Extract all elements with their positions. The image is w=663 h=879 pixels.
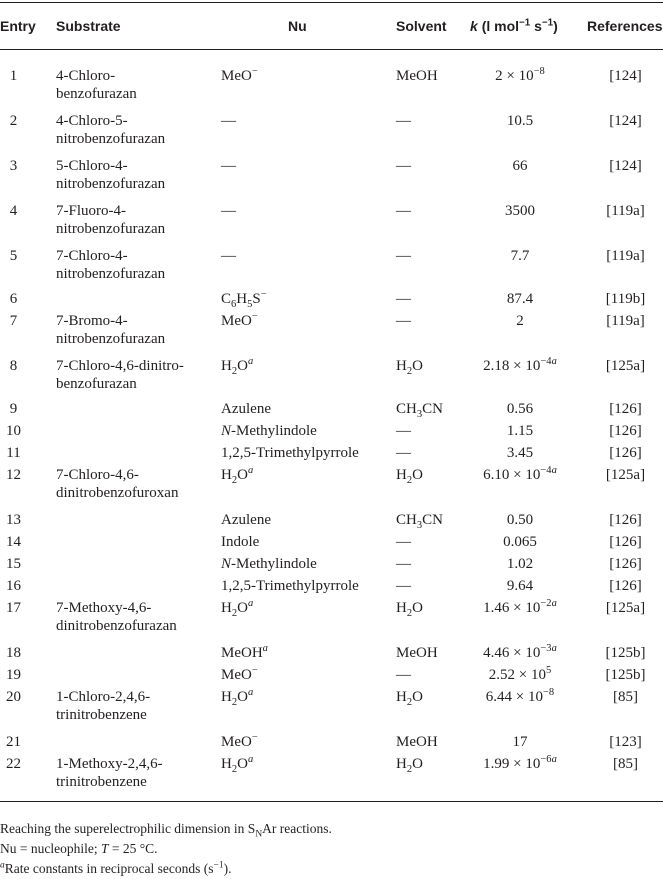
solvent-h: H [396, 467, 407, 483]
footnote-conditions [0, 840, 158, 858]
substrate-line-1: 1-Chloro-2,4,6- [56, 689, 151, 705]
solvent-o: O [412, 756, 423, 772]
nucleophile-o: O [237, 600, 248, 616]
substrate-line-2: trinitrobenzene [56, 707, 147, 723]
nucleophile-charge: − [251, 66, 258, 77]
entry-cell: 10 [6, 423, 21, 439]
rate-constant-cell [455, 357, 585, 375]
rate-constant-cell [455, 466, 585, 484]
header-k [470, 18, 558, 34]
reference-cell: [119a] [606, 248, 645, 264]
rate-footnote-mark: a [551, 465, 557, 476]
nucleophile-n: N [221, 423, 232, 439]
nucleophile-h: H [221, 689, 232, 705]
reference-cell: [123] [609, 734, 642, 750]
nucleophile-text: MeO [221, 667, 252, 683]
solvent-cell: — [396, 423, 411, 439]
footnote-caption-text-end: Ar reactions. [262, 821, 332, 836]
reference-cell: [126] [609, 556, 642, 572]
solvent-cell: — [396, 534, 411, 550]
nucleophile-s: S [252, 291, 261, 307]
nucleophile-cell [221, 644, 268, 662]
substrate-line-2: nitrobenzofurazan [56, 221, 166, 237]
solvent-sub: 2 [406, 366, 413, 377]
entry-cell: 8 [9, 358, 18, 374]
nucleophile-h: H [221, 600, 232, 616]
solvent-h: H [396, 600, 407, 616]
substrate-line-1: 7-Chloro-4,6- [56, 467, 139, 483]
rate-exponent-value: −8 [533, 66, 545, 77]
footnote-caption-text: Reaching the superelectrophilic dimension in S [0, 821, 256, 836]
solvent-sub: 2 [406, 764, 413, 775]
reference-cell: [126] [609, 578, 642, 594]
substrate-cell [56, 112, 216, 148]
entry-cell: 1 [9, 68, 18, 84]
header-entry: Entry [0, 18, 36, 34]
solvent-cell: — [396, 445, 411, 461]
reference-cell: [119a] [606, 203, 645, 219]
substrate-cell [56, 202, 216, 238]
entry-cell: 5 [9, 248, 18, 264]
nucleophile-sub: 2 [231, 697, 238, 708]
rate-constant-cell [455, 599, 585, 617]
solvent-cell: MeOH [396, 68, 438, 84]
nucleophile-sub: 2 [231, 764, 238, 775]
nucleophile-cell [221, 733, 258, 751]
nucleophile-h: H [221, 358, 232, 374]
rate-footnote-mark: a [551, 643, 557, 654]
rate-mantissa: 6.10 × 10 [483, 467, 541, 483]
nucleophile-sub: 2 [231, 475, 238, 486]
solvent-cell: — [396, 203, 411, 219]
rate-constant-cell [455, 688, 585, 706]
solvent-cell: MeOH [396, 734, 438, 750]
substrate-line-1: 4-Chloro- [56, 68, 116, 84]
header-bottom-rule [0, 49, 663, 50]
reference-cell: [119b] [605, 291, 646, 307]
substrate-line-2: benzofurazan [56, 376, 137, 392]
nucleophile-footnote-mark: a [262, 643, 268, 654]
solvent-o: O [412, 600, 423, 616]
header-k-exp1: −1 [519, 17, 531, 29]
nucleophile-text: MeOH [221, 645, 263, 661]
nucleophile-o: O [237, 689, 248, 705]
solvent-cell: — [396, 556, 411, 572]
nucleophile-cell [221, 666, 258, 684]
solvent-cell: — [396, 291, 411, 307]
solvent-cell [396, 755, 423, 773]
reference-cell: [124] [609, 158, 642, 174]
rate-exponent-value: −2 [540, 598, 552, 609]
entry-cell: 9 [9, 401, 18, 417]
rate-exponent-value: −4 [540, 465, 552, 476]
reference-cell: [125b] [605, 667, 646, 683]
reference-cell: [124] [609, 113, 642, 129]
entry-cell: 6 [9, 291, 18, 307]
solvent-ch: CH [396, 401, 417, 417]
nucleophile-cell: Azulene [221, 401, 271, 417]
nucleophile-cell [221, 755, 253, 773]
substrate-line-1: 7-Chloro-4- [56, 248, 128, 264]
solvent-cell [396, 599, 423, 617]
nucleophile-n: N [221, 556, 232, 572]
nucleophile-footnote-mark: a [247, 598, 254, 609]
nucleophile-charge: − [251, 732, 258, 743]
substrate-cell [56, 157, 216, 193]
nucleophile-cell: Azulene [221, 512, 271, 528]
nucleophile-rest: -Methylindole [231, 556, 317, 572]
solvent-h: H [396, 756, 407, 772]
rate-exponent-value: −3 [540, 643, 552, 654]
rate-constant-cell: 9.64 [506, 578, 534, 594]
solvent-cell: MeOH [396, 645, 438, 661]
substrate-line-2: nitrobenzofurazan [56, 331, 166, 347]
reference-cell: [119a] [606, 313, 645, 329]
solvent-cell: — [396, 313, 411, 329]
substrate-line-2: dinitrobenzofuroxan [56, 485, 179, 501]
nucleophile-footnote-mark: a [247, 465, 254, 476]
solvent-o: O [412, 358, 423, 374]
solvent-sub: 3 [416, 520, 423, 531]
rate-exponent-value: −8 [543, 687, 555, 698]
solvent-cell [396, 357, 423, 375]
nucleophile-cell [221, 555, 317, 573]
nucleophile-cell [221, 466, 253, 484]
rate-constant-cell: 7.7 [510, 248, 530, 264]
nucleophile-h: H [236, 291, 248, 307]
nucleophile-cell: — [221, 248, 236, 264]
substrate-line-1: 7-Bromo-4- [56, 313, 128, 329]
header-nu: Nu [288, 18, 307, 34]
footnote-a [0, 860, 231, 878]
nucleophile-footnote-mark: a [247, 754, 254, 765]
rate-constant-cell: 3.45 [506, 445, 534, 461]
solvent-cell [396, 688, 423, 706]
nucleophile-cell: 1,2,5-Trimethylpyrrole [221, 578, 359, 594]
rate-footnote-mark: a [551, 754, 557, 765]
solvent-o: O [412, 689, 423, 705]
footnote-caption-sub: N [255, 829, 263, 840]
rate-constant-cell: 1.02 [506, 556, 534, 572]
rate-constant-cell: 87.4 [506, 291, 534, 307]
entry-cell: 4 [9, 203, 18, 219]
nucleophile-sub-6: 6 [231, 299, 237, 310]
footnote-a-exp: −1 [213, 860, 224, 871]
substrate-cell [56, 688, 216, 724]
nucleophile-o: O [237, 358, 248, 374]
rate-exponent [540, 598, 556, 609]
solvent-sub: 2 [406, 475, 413, 486]
entry-cell: 20 [6, 689, 21, 705]
table-top-rule [0, 2, 663, 3]
footnote-caption [0, 820, 332, 838]
nucleophile-text: MeO [221, 734, 252, 750]
nucleophile-c: C [221, 291, 232, 307]
reference-cell: [126] [609, 401, 642, 417]
nucleophile-cell: 1,2,5-Trimethylpyrrole [221, 445, 359, 461]
entry-cell: 19 [6, 667, 21, 683]
solvent-cell: — [396, 578, 411, 594]
substrate-line-1: 7-Methoxy-4,6- [56, 600, 152, 616]
footnote-a-end: ). [223, 861, 232, 876]
header-k-exp2: −1 [541, 17, 554, 29]
reference-cell: [125a] [605, 467, 646, 483]
header-k-units: (l mol [481, 18, 520, 34]
rate-constant-cell: 2 [516, 313, 524, 329]
rate-exponent [540, 465, 556, 476]
solvent-cell: — [396, 667, 411, 683]
substrate-line-2: nitrobenzofurazan [56, 176, 166, 192]
nucleophile-cell [221, 290, 267, 308]
nucleophile-charge: − [251, 311, 258, 322]
nucleophile-charge: − [260, 289, 267, 300]
nucleophile-cell [221, 599, 253, 617]
footnote-a-text: Rate constants in reciprocal seconds (s [4, 861, 214, 876]
rate-constant-cell: 0.56 [506, 401, 534, 417]
rate-exponent [540, 356, 556, 367]
rate-exponent-value: −6 [540, 754, 552, 765]
reference-cell: [85] [613, 689, 638, 705]
solvent-cell: — [396, 158, 411, 174]
nucleophile-cell: Indole [221, 534, 260, 550]
solvent-cell: — [396, 248, 411, 264]
solvent-o: O [412, 467, 423, 483]
entry-cell: 13 [6, 512, 21, 528]
substrate-line-2: nitrobenzofurazan [56, 266, 166, 282]
rate-mantissa: 2.52 × 10 [488, 667, 546, 683]
rate-constant-cell: 66 [512, 158, 528, 174]
substrate-cell [56, 312, 216, 348]
rate-constant-cell: 17 [512, 734, 528, 750]
footnote-t: T [100, 841, 109, 856]
entry-cell: 22 [6, 756, 21, 772]
entry-cell: 21 [6, 734, 21, 750]
nucleophile-o: O [237, 467, 248, 483]
rate-constant-cell [455, 644, 585, 662]
rate-footnote-mark: a [551, 598, 557, 609]
reference-cell: [124] [609, 68, 642, 84]
entry-cell: 3 [9, 158, 18, 174]
substrate-line-1: 7-Fluoro-4- [56, 203, 126, 219]
solvent-cn: CN [422, 512, 443, 528]
rate-mantissa: 6.44 × 10 [485, 689, 544, 705]
solvent-h: H [396, 689, 407, 705]
header-substrate: Substrate [56, 18, 121, 34]
rate-mantissa: 1.99 × 10 [483, 756, 541, 772]
solvent-cn: CN [422, 401, 443, 417]
solvent-cell [396, 400, 443, 418]
nucleophile-h: H [221, 756, 232, 772]
rate-constant-cell [455, 666, 585, 684]
rate-exponent [540, 754, 556, 765]
header-solvent: Solvent [396, 18, 447, 34]
substrate-line-1: 4-Chloro-5- [56, 113, 128, 129]
rate-exponent [540, 643, 556, 654]
footnote-a-marker: a [0, 860, 5, 871]
footnote-nu: Nu = nucleophile; [0, 841, 101, 856]
nucleophile-cell: — [221, 113, 236, 129]
nucleophile-sub: 2 [231, 608, 238, 619]
nucleophile-h: H [221, 467, 232, 483]
rate-exponent [546, 665, 551, 676]
rate-exponent-value: −4 [540, 356, 552, 367]
reference-cell: [125a] [605, 358, 646, 374]
reference-cell: [126] [609, 534, 642, 550]
solvent-ch: CH [396, 512, 417, 528]
table-bottom-rule [0, 801, 663, 802]
nucleophile-cell [221, 688, 253, 706]
nucleophile-text: MeO [221, 68, 252, 84]
substrate-line-1: 5-Chloro-4- [56, 158, 128, 174]
nucleophile-sub: 2 [231, 366, 238, 377]
rate-constant-cell: 10.5 [506, 113, 534, 129]
rate-exponent-value: 5 [545, 665, 552, 676]
nucleophile-cell [221, 357, 253, 375]
reference-cell: [125a] [605, 600, 646, 616]
solvent-sub: 2 [406, 608, 413, 619]
solvent-cell: — [396, 113, 411, 129]
nucleophile-cell: — [221, 158, 236, 174]
rate-mantissa: 2 × 10 [495, 68, 534, 84]
header-references: References [587, 18, 663, 34]
nucleophile-sub-5: 5 [247, 299, 253, 310]
substrate-line-1: 7-Chloro-4,6-dinitro- [56, 358, 184, 374]
entry-cell: 14 [6, 534, 21, 550]
nucleophile-cell: — [221, 203, 236, 219]
entry-cell: 15 [6, 556, 21, 572]
rate-mantissa: 1.46 × 10 [483, 600, 541, 616]
entry-cell: 12 [6, 467, 21, 483]
substrate-cell [56, 755, 216, 791]
substrate-line-2: benzofurazan [56, 86, 137, 102]
nucleophile-cell [221, 67, 258, 85]
header-k-symbol: k [470, 18, 478, 34]
nucleophile-cell [221, 422, 317, 440]
reference-cell: [125b] [605, 645, 646, 661]
reference-cell: [126] [609, 423, 642, 439]
substrate-cell [56, 466, 216, 502]
substrate-line-2: dinitrobenzofurazan [56, 618, 177, 634]
substrate-line-1: 1-Methoxy-2,4,6- [56, 756, 163, 772]
substrate-line-2: nitrobenzofurazan [56, 131, 166, 147]
rate-mantissa: 4.46 × 10 [483, 645, 541, 661]
rate-constant-cell: 1.15 [506, 423, 534, 439]
rate-constant-cell [455, 67, 585, 85]
rate-constant-cell: 0.50 [506, 512, 534, 528]
substrate-cell [56, 67, 216, 103]
substrate-cell [56, 357, 216, 393]
nucleophile-charge: − [251, 665, 258, 676]
solvent-cell [396, 466, 423, 484]
rate-mantissa: 2.18 × 10 [483, 358, 541, 374]
entry-cell: 2 [9, 113, 18, 129]
rate-footnote-mark: a [551, 356, 557, 367]
solvent-sub: 2 [406, 697, 413, 708]
substrate-cell [56, 247, 216, 283]
rate-constant-cell: 0.065 [503, 534, 537, 550]
footnote-temp: = 25 °C. [108, 841, 158, 856]
solvent-h: H [396, 358, 407, 374]
solvent-cell [396, 511, 443, 529]
solvent-sub: 3 [416, 409, 423, 420]
nucleophile-cell [221, 312, 258, 330]
substrate-line-2: trinitrobenzene [56, 774, 147, 790]
nucleophile-text: MeO [221, 313, 252, 329]
entry-cell: 11 [6, 445, 21, 461]
rate-exponent [543, 687, 554, 698]
nucleophile-footnote-mark: a [247, 687, 254, 698]
rate-exponent [534, 66, 545, 77]
substrate-cell [56, 599, 216, 635]
reference-cell: [126] [609, 512, 642, 528]
entry-cell: 18 [6, 645, 21, 661]
nucleophile-footnote-mark: a [247, 356, 254, 367]
header-k-units-s: s [530, 18, 542, 34]
header-k-close: ) [553, 18, 558, 34]
reference-cell: [85] [613, 756, 638, 772]
nucleophile-o: O [237, 756, 248, 772]
nucleophile-rest: -Methylindole [231, 423, 317, 439]
entry-cell: 7 [9, 313, 18, 329]
reference-cell: [126] [609, 445, 642, 461]
rate-constant-cell [455, 755, 585, 773]
rate-constant-cell: 3500 [505, 203, 535, 219]
entry-cell: 17 [6, 600, 21, 616]
entry-cell: 16 [6, 578, 21, 594]
